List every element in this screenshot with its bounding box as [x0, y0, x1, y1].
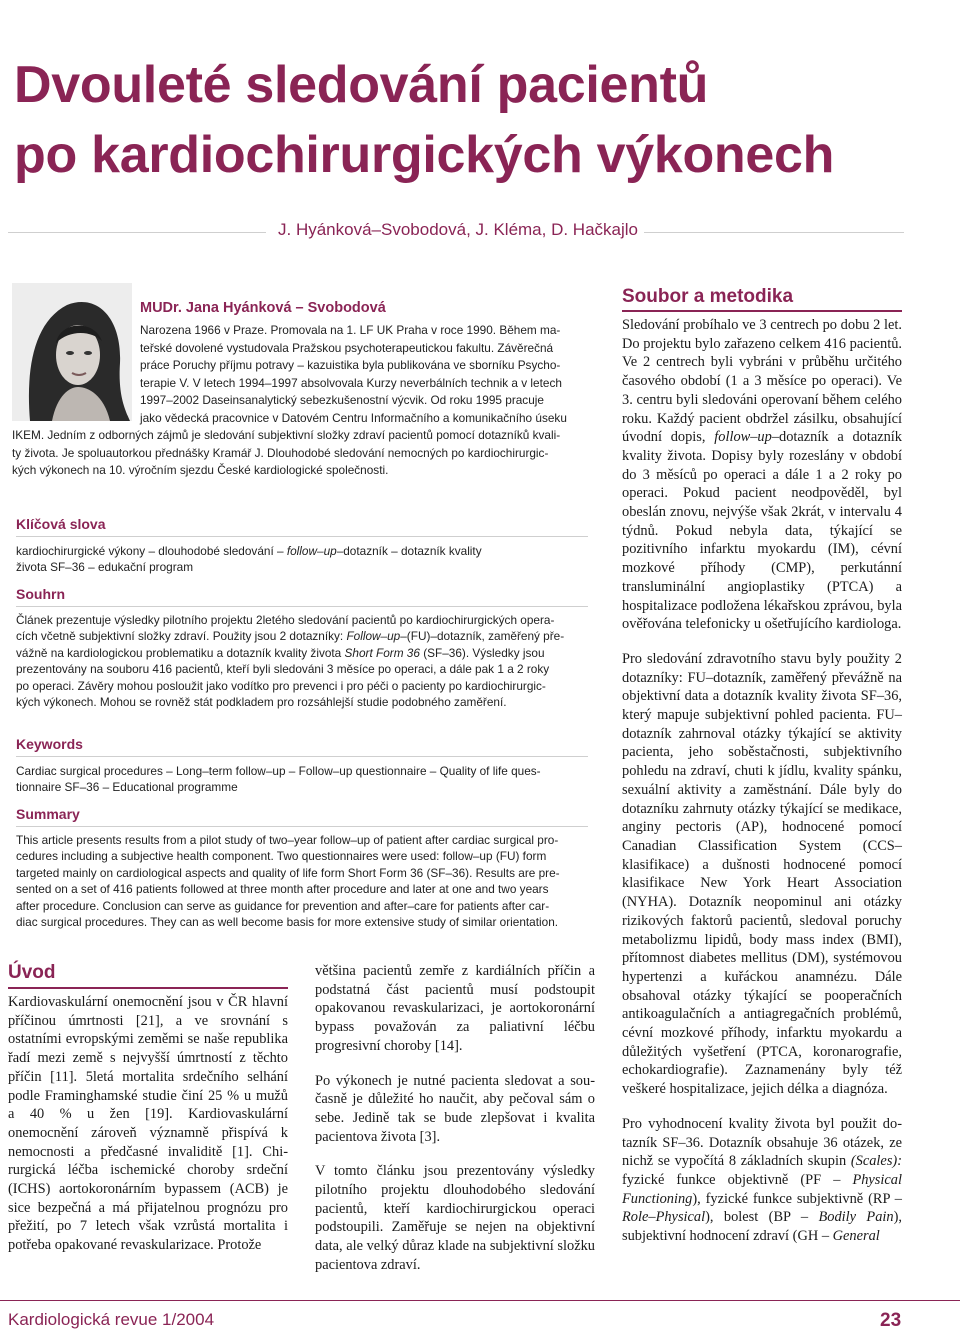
keywords-en-heading: Keywords	[16, 736, 83, 752]
metodika-paragraph: Pro sledování zdravotního stavu byly použity 2 dotazníky: FU–dotazník, zaměřený převážně na objektivní data a dotazník kvality života SF–36, který mapuje subjektivní pohled pacienta. FU–dotazník zahrnoval otázky týkající se aktivity pacienta, jeho soběstačnosti, subjektivního pohledu na zdraví, chuti k jídlu, kvality spánku, sexuální aktivity a zaměstnání. Dále byly do dotazníku zahrnuty otázky týkající se medikace, anginy pectoris (AP), hodnocené pomocí Canadian Classification System (CCS–klasifikace) a dušnosti hodnocené pomocí klasifikace New York Heart Association (NYHA). Dotazník neopominul ani otázky rizikových faktorů pacientů, sledoval poruchy metabolizmu lipidů, body mass index (BMI), přítomnost diabetes mellitus (DM), systémovou hypertenzi a kuřáckou anamnézu. Dále obsahoval otázky týkající se pooperačních antikoagulačních a antiagregačních problémů, cévní mozkové příhody, infarktu myokardu a důležitých vyšetření (PTCA, koronarografie, echokardiografie). Zaznamenány byly též veškeré hospitalizace, jejich délka a diagnóza.	[622, 650, 902, 1098]
souhrn-rule	[16, 606, 588, 607]
uvod-rule	[8, 987, 288, 989]
keywords-en-line-2: tionnaire SF–36 – Educational programme	[16, 780, 238, 795]
keywords-cz-line-1: kardiochirurgické výkony – dlouhodobé sledování – follow–up–dotazník – dotazník kvality	[16, 544, 482, 558]
authors-rule-right	[644, 232, 904, 233]
article-title	[14, 50, 954, 190]
keywords-en-line-1: Cardiac surgical procedures – Long–term follow–up – Follow–up questionnaire – Quality of life ques-	[16, 764, 541, 778]
uvod-column-2	[315, 962, 595, 1275]
summary-line: targeted mainly on cardiological aspects and quality of life form Short Form 36 (SF–36). Results are pre-	[16, 865, 560, 880]
keywords-en-text	[16, 763, 541, 796]
bio-name: MUDr. Jana Hyánková – Svobodová	[140, 300, 386, 316]
souhrn-line: kých výkonech. Mohou se rovněž stát podkladem pro rozsáhlejší studie podobného zaměření.	[16, 695, 507, 710]
summary-rule	[16, 826, 588, 827]
uvod-paragraph: většina pacientů zemře z kardiálních příčin a podstatná část pacientů musí podstoupit opakovanou revaskularizaci, je aortokoronární bypass považován za paliativní léčbu progresivní choroby [14].	[315, 963, 595, 1054]
keywords-cz-rule	[16, 536, 588, 537]
title-line-2: po kardiochirurgických výkonech	[14, 126, 835, 184]
summary-heading: Summary	[16, 806, 80, 822]
souhrn-line: Článek prezentuje výsledky pilotního projektu 2letého sledování pacientů po kardiochirurgických opera-	[16, 613, 555, 627]
authors-rule-left	[8, 232, 266, 233]
summary-line: This article presents results from a pilot study of two–year follow–up of patient after cardiac surgical pro-	[16, 833, 559, 847]
summary-text	[16, 832, 560, 930]
souhrn-line: prezentovány na souboru 416 pacientů, kteří byli sledováni 3 měsíce po operaci, a dále pak 1 a 2 roky	[16, 662, 550, 677]
uvod-heading: Úvod	[8, 962, 56, 983]
metodika-column	[622, 316, 902, 1246]
souhrn-heading: Souhrn	[16, 586, 65, 602]
metodika-paragraph: Sledování probíhalo ve 3 centrech po dobu 2 let. Do projektu bylo zařazeno celkem 416 pacientů. Ve 2 centrech byli vybráni v průběhu určitého časového období (1 a 3 měsíce po operaci). Ve 3. centru byli sledováni operovaní během celého roku. Každý pacient obdržel zásilku, obsahující úvodní dopis, follow–up–dotazník a dotazník kvality života. Dopisy byly rozeslány v období do 3 měsíců po operaci a dále 1 a 2 roky po operaci. Pokud pacient neodpověděl, byl obeslán znovu, nejvýše však 2krát, v intervalu 4 týdnů. Pokud nebyla data, týkající se pozitivního infarktu myokardu (IM), cévní mozkové příhody (CMP), perkutánní transluminální angioplastiky (PTCA) a hospitalizace podložena lékařskou zprávou, byla ověřována telefonicky u ošetřujícího kardiologa.	[622, 317, 902, 633]
souhrn-line: po operaci. Závěry mohou posloužit jako vodítko pro prevenci i pro péči o pacienty po kardiochirurgic-	[16, 678, 546, 693]
metodika-heading: Soubor a metodika	[622, 286, 794, 307]
footer-rule	[0, 1300, 960, 1301]
souhrn-line: cích včetně subjektivní složky zdraví. Použity jsou 2 dotazníky: Follow–up–(FU)–dotazník, zaměřený pře-	[16, 629, 565, 644]
uvod-column-1	[8, 993, 288, 1255]
bio-line: 1997–2002 Daseinsanalytický sebezkušenostní výcvik. Od roku 1995 pracuje	[140, 393, 544, 407]
uvod-paragraph: V tomto článku jsou prezentovány výsledky pilotního projektu dlouhodobého sledování pacientů, kteří kardiochirurgickou operaci podstoupili. Zaměřuje se nejen na objektivní data, ale velký důraz klade na subjektivní složku pacientova zdraví.	[315, 1163, 595, 1273]
bio-line: Narozena 1966 v Praze. Promovala na 1. LF UK Praha v roce 1990. Během ma-	[140, 323, 561, 337]
uvod-paragraph: Po výkonech je nutné pacienta sledovat a současně je důležité ho naučit, aby pečoval sám o sebe. Jedině tak se bude zlepšovat i kvalita pacientova života [3].	[315, 1072, 595, 1145]
summary-line: diac surgical procedures. They can as well become basis for more extensive study of similar orientation.	[16, 915, 559, 930]
bio-line: IKEM. Jedním z odborných zájmů je sledování subjektivní složky zdraví pacientů pomocí dotazníků kvali-	[12, 428, 561, 442]
bio-line: teřské dovolené vystudovala Pražskou psychoterapeutickou fakultu. Závěrečná	[140, 341, 554, 355]
souhrn-line: vážně na kardiologickou problematiku a dotazník kvality života Short Form 36 (SF–36). Výsledky jsou	[16, 645, 545, 660]
summary-line: cedures including a subjective health component. Two questionnaires were used: follow–up (FU) form	[16, 849, 547, 864]
souhrn-text	[16, 612, 564, 710]
bio-line: jako vědecká pracovnice v Datovém Centru Informačního a komunikačního úseku	[140, 411, 567, 425]
keywords-cz-text	[16, 543, 482, 576]
authors-line: J. Hyánková–Svobodová, J. Kléma, D. Hačkajlo	[278, 220, 639, 239]
title-line-1: Dvouleté sledování pacientů	[14, 56, 709, 114]
keywords-cz-line-2: života SF–36 – edukační program	[16, 560, 194, 575]
keywords-cz-heading: Klíčová slova	[16, 516, 106, 532]
uvod-paragraph: Kardiovaskulární onemocnění jsou v ČR hlavní příčinou úmrtnosti [21], a ve srovnání s ostatními evropskými zeměmi se naše republika řadí mezi země s nejvyšší úmrtností z těchto příčin [11]. 5letá mortalita srdečního selhání podle Framinghamské studie činí 25 % u mužů a 40 % u žen [19]. Kardiovaskulární onemocnění zároveň významně přispívá k nemocnosti a předčasné invaliditě [1]. Chirurgická léčba ischemické choroby srdeční (ICHS) aortokoronárním bypassem (ACB) je sice bezpečná a má přijatelnou prognózu pro přežití, po 7 letech však vzrůstá mortalita i potřeba opakované revaskularizace. Protože	[8, 994, 288, 1254]
summary-line: after procedure. Conclusion can serve as guidance for prevention and after–care for patients after car-	[16, 898, 550, 913]
bio-line: terapie V. V letech 1994–1997 absolvovala Kurzy neverbálních technik a v letech	[140, 376, 562, 390]
journal-name: Kardiologická revue 1/2004	[8, 1310, 215, 1329]
bio-line: kých výkonech na 10. výročním sjezdu České kardiologické společnosti.	[12, 463, 389, 477]
bio-line: ty života. Je spoluautorkou přednášky Kramář J. Dlouhodobé sledování nemocných po kardiochirurgic-	[12, 446, 549, 460]
author-photo	[12, 283, 132, 421]
metodika-paragraph: Pro vyhodnocení kvality života byl použit dotazník SF–36. Dotazník obsahuje 36 otázek, ze nichž se vypočítá 8 základních skupin (Scales): fyzické funkce objektivně (PF – Physical Functioning), fyzické funkce subjektivně (RP – Role–Physical), bolest (BP – Bodily Pain), subjektivní hodnocení zdraví (GH – General	[622, 1115, 903, 1245]
metodika-rule	[622, 310, 902, 312]
summary-line: sented on a set of 416 patients followed at three month after procedure and later at one and two years	[16, 882, 549, 897]
page-number: 23	[880, 1310, 902, 1331]
bio-line: práce Poruchy příjmu potravy – kazuistika byla publikována ve sborníku Psycho-	[140, 358, 561, 372]
keywords-en-rule	[16, 756, 588, 757]
